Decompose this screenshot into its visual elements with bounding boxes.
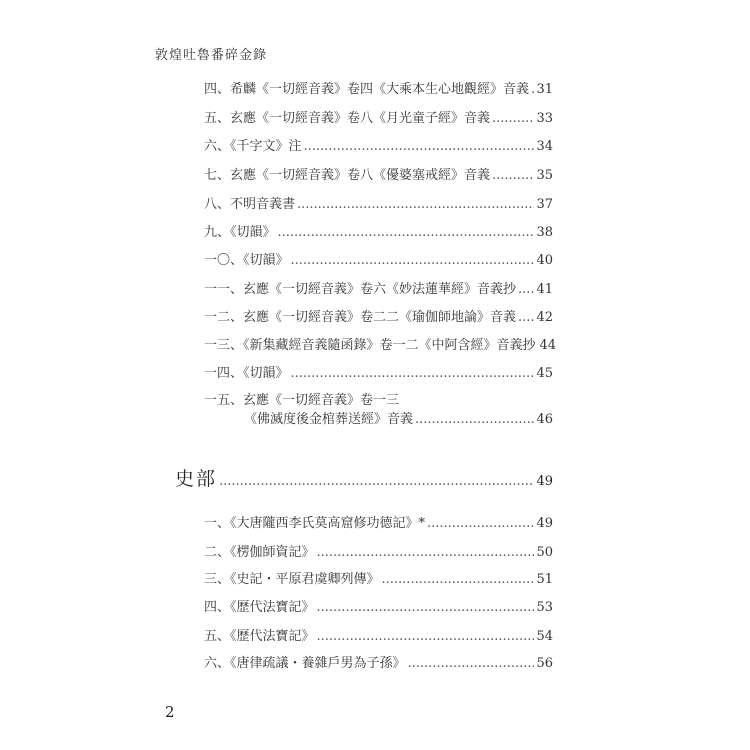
toc-entry-page: 42 [536, 310, 553, 325]
toc-entry[interactable] [204, 111, 553, 127]
dot-leader [408, 656, 535, 672]
dot-leader [382, 572, 535, 588]
dot-leader [415, 412, 534, 428]
toc-entry-page: 37 [536, 197, 553, 212]
toc-entry-label: 六、《唐律疏議・養雜戶男為子孫》 [204, 656, 406, 671]
toc-entry[interactable] [204, 629, 553, 645]
toc-entry-page: 49 [536, 516, 553, 531]
toc-entry[interactable] [204, 168, 553, 184]
toc-entry[interactable] [204, 366, 553, 382]
toc-entry-label: 五、《歷代法寶記》 [204, 629, 315, 644]
toc-entry[interactable] [244, 412, 553, 428]
toc-entry-label: 四、希麟《一切經音義》卷四《大乘本生心地觀經》音義 [204, 82, 530, 97]
toc-entry-page: 45 [536, 366, 553, 381]
toc-entry-label: 九、《切韻》 [204, 225, 276, 240]
toc-entry-label: 一、《大唐隴西李氏莫高窟修功德記》* [204, 516, 426, 531]
toc-entry-label[interactable]: 一五、玄應《一切經音義》卷一三 [204, 393, 400, 408]
dot-leader [518, 310, 534, 326]
dot-leader [518, 282, 534, 298]
toc-entry[interactable] [204, 516, 553, 532]
toc-entry-label: 八、不明音義書 [204, 197, 296, 212]
toc-entry-page: 35 [536, 168, 553, 183]
toc-entry-page: 44 [539, 338, 557, 353]
toc-entry-page: 56 [536, 656, 553, 671]
toc-entry-label: 四、《歷代法寶記》 [204, 600, 315, 615]
dot-leader [317, 600, 535, 616]
toc-entry[interactable] [204, 338, 557, 354]
toc-entry-page: 50 [536, 545, 553, 560]
page-number: 2 [165, 703, 175, 721]
toc-entry-page: 38 [536, 225, 553, 240]
toc-entry[interactable] [204, 282, 553, 298]
toc-entry-label: 二、《楞伽師資記》 [204, 545, 315, 560]
running-head: 敦煌吐魯番碎金錄 [155, 48, 268, 63]
section-title: 史部 [175, 468, 218, 490]
dot-leader [297, 197, 534, 213]
toc-entry-page: 41 [536, 282, 553, 297]
toc-entry[interactable] [204, 82, 553, 98]
dot-leader [304, 139, 535, 155]
toc-entry-label: 一一、玄應《一切經音義》卷六《妙法蓮華經》音義抄 [204, 282, 517, 297]
toc-entry-label: 三、《史記・平原君虞卿列傳》 [204, 572, 380, 587]
toc-entry-page: 53 [536, 600, 553, 615]
toc-entry[interactable] [204, 572, 553, 588]
dot-leader [291, 366, 535, 382]
toc-entry[interactable] [204, 139, 553, 155]
toc-entry[interactable] [204, 600, 553, 616]
toc-entry-page: 54 [536, 629, 553, 644]
toc-entry-label: 七、玄應《一切經音義》卷八《優婆塞戒經》音義 [204, 168, 491, 183]
dot-leader [531, 82, 534, 98]
toc-entry[interactable] [204, 197, 553, 213]
toc-entry-page: 31 [536, 82, 553, 97]
toc-entry-label: 五、玄應《一切經音義》卷八《月光童子經》音義 [204, 111, 491, 126]
section-heading[interactable] [175, 464, 553, 491]
toc-entry[interactable] [204, 253, 553, 269]
toc-entry-page: 34 [536, 139, 553, 154]
toc-entry-page: 46 [536, 412, 553, 427]
dot-leader [291, 253, 535, 269]
dot-leader [492, 168, 534, 184]
toc-entry[interactable] [204, 545, 553, 561]
dot-leader [219, 474, 534, 489]
toc-entry-label: 一三、《新集藏經音義隨函錄》卷一二《中阿含經》音義抄 [204, 338, 536, 353]
toc-entry-page: 40 [536, 253, 553, 268]
toc-entry-label: 一二、玄應《一切經音義》卷二二《瑜伽師地論》音義 [204, 310, 517, 325]
toc-entry-label: 一四、《切韻》 [204, 366, 289, 381]
dot-leader [317, 545, 535, 561]
toc-entry[interactable] [204, 310, 553, 326]
dot-leader [427, 516, 534, 532]
dot-leader [492, 111, 534, 127]
toc-entry-label-continued: 《佛滅度後金棺葬送經》音義 [244, 412, 414, 427]
dot-leader [278, 225, 535, 241]
dot-leader [317, 629, 535, 645]
toc-entry-label: 六、《千字文》注 [204, 139, 302, 154]
toc-entry-page: 51 [536, 572, 553, 587]
toc-entry-label: 一〇、《切韻》 [204, 253, 289, 268]
toc-entry-page: 33 [536, 111, 553, 126]
toc-entry[interactable] [204, 656, 553, 672]
toc-entry[interactable] [204, 225, 553, 241]
section-page: 49 [536, 474, 553, 489]
